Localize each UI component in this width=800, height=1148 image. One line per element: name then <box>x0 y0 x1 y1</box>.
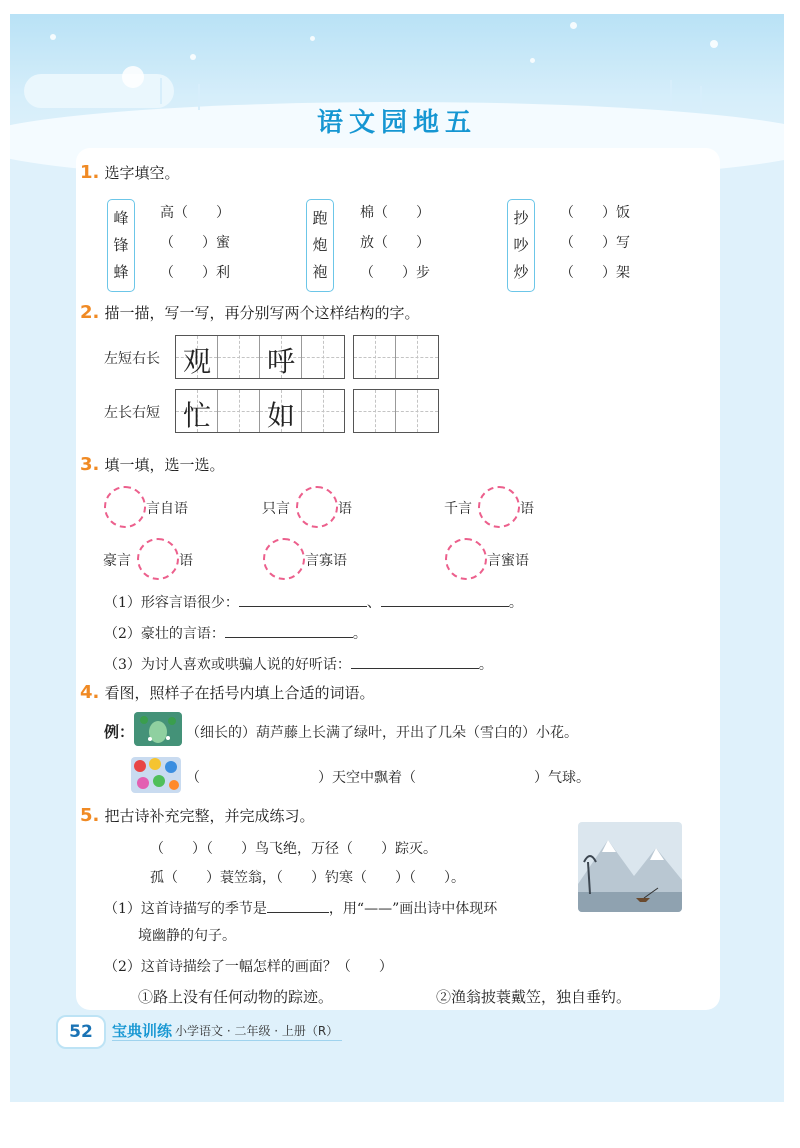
question-text: 把古诗补充完整，并完成练习。 <box>104 807 315 825</box>
question-4-heading <box>80 682 374 703</box>
snowy-river-picture <box>578 822 682 912</box>
poem-line[interactable]: 孤（ ）蓑笠翁，（ ）钓寒（ ）（ ）。 <box>150 870 465 886</box>
question-text: 描一描，写一写，再分别写两个这样结构的字。 <box>104 304 420 322</box>
question-number: 4. <box>80 682 100 703</box>
tree-decoration <box>160 78 162 104</box>
poem-line[interactable]: （ ）（ ）鸟飞绝，万径（ ）踪灭。 <box>150 841 437 857</box>
trace-char: 如 <box>266 399 295 432</box>
snowflake-decoration <box>530 58 535 63</box>
char-choice-box <box>507 199 535 292</box>
question-number: 1. <box>80 162 100 183</box>
grid-cell <box>176 336 218 378</box>
gourd-vine-picture <box>134 712 182 746</box>
idiom-part: 豪言 <box>103 553 131 569</box>
grid-cell[interactable] <box>396 336 438 378</box>
question-2-heading <box>80 302 419 323</box>
trace-char: 呼 <box>266 345 295 378</box>
answer-line[interactable] <box>225 621 353 638</box>
idiom-part: 只言 <box>262 501 290 517</box>
answer-line[interactable] <box>351 652 479 669</box>
choice-char: 跑 <box>312 209 328 227</box>
snowflake-decoration <box>190 54 196 60</box>
fill-item[interactable]: （ ）步 <box>360 265 430 281</box>
question-text: 选字填空。 <box>104 164 180 182</box>
sub-question <box>104 590 523 612</box>
grid-cell <box>260 390 302 432</box>
trace-char: 观 <box>182 345 211 378</box>
choice-char: 炮 <box>312 236 328 254</box>
choice-char: 炒 <box>513 263 529 281</box>
question-number: 5. <box>80 805 100 826</box>
snowflake-decoration <box>710 40 718 48</box>
idiom-part: 千言 <box>444 501 472 517</box>
trace-char: 忙 <box>182 399 211 432</box>
blank-circle[interactable] <box>478 486 520 528</box>
snowflake-decoration <box>570 22 577 29</box>
brand-logo: 宝典训练 <box>112 1022 173 1040</box>
idiom-part: 语 <box>520 501 534 517</box>
choice-char: 峰 <box>113 209 129 227</box>
sub-question-text: （1）这首诗描写的季节是 <box>104 901 267 917</box>
sub-question-text: ，用“——”画出诗中体现环 <box>328 901 498 917</box>
sub-question <box>104 896 497 918</box>
question-number: 3. <box>80 454 100 475</box>
fill-item[interactable]: （ ）写 <box>560 235 630 251</box>
option-1[interactable]: ①路上没有任何动物的踪迹。 <box>138 988 334 1006</box>
question-1-heading <box>80 162 179 183</box>
blank-circle[interactable] <box>296 486 338 528</box>
blank-circle[interactable] <box>445 538 487 580</box>
page-number: 52 <box>56 1015 106 1049</box>
question-text: 看图，照样子在括号内填上合适的词语。 <box>104 684 375 702</box>
choice-char: 袍 <box>312 263 328 281</box>
grid-cell <box>260 336 302 378</box>
grid-cell[interactable] <box>218 390 260 432</box>
fill-item[interactable]: （ ）蜜 <box>160 235 230 251</box>
sub-question: （2）这首诗描绘了一幅怎样的画面？（ ） <box>104 959 393 975</box>
sentence-part: ）天空中飘着（ <box>318 770 416 786</box>
sub-question-continued: 境幽静的句子。 <box>138 928 236 944</box>
idiom-part: 语 <box>179 553 193 569</box>
sentence-part: ）气球。 <box>534 770 590 786</box>
grid-cell[interactable] <box>354 336 396 378</box>
grid-cell[interactable] <box>396 390 438 432</box>
fill-item[interactable]: （ ）架 <box>560 265 630 281</box>
period: 。 <box>478 657 493 673</box>
answer-line[interactable] <box>381 590 509 607</box>
snowball-decoration <box>122 66 144 88</box>
writing-grid[interactable] <box>175 335 345 379</box>
answer-line[interactable] <box>267 896 329 913</box>
idiom-part: 言寡语 <box>305 553 347 569</box>
answer-line[interactable] <box>239 590 367 607</box>
question-number: 2. <box>80 302 100 323</box>
example-label: 例： <box>104 723 135 741</box>
idiom-part: 语 <box>338 501 352 517</box>
book-info: 小学语文 · 二年级 · 上册（R） <box>175 1024 339 1038</box>
sub-question <box>104 652 493 674</box>
grid-cell[interactable] <box>302 336 344 378</box>
sub-question-text: （1）形容言语很少： <box>104 595 239 611</box>
choice-char: 抄 <box>513 209 529 227</box>
grid-cell[interactable] <box>354 390 396 432</box>
fill-item[interactable]: 高（ ） <box>160 205 230 221</box>
grid-cell[interactable] <box>218 336 260 378</box>
grid-cell[interactable] <box>302 390 344 432</box>
grid-cell <box>176 390 218 432</box>
structure-label: 左长右短 <box>104 405 160 421</box>
period: 。 <box>508 595 523 611</box>
option-2[interactable]: ②渔翁披蓑戴笠，独自垂钓。 <box>436 988 632 1006</box>
writing-grid[interactable] <box>353 389 439 433</box>
choice-char: 吵 <box>513 236 529 254</box>
fill-item[interactable]: （ ）利 <box>160 265 230 281</box>
fill-item[interactable]: 放（ ） <box>360 235 430 251</box>
choice-char: 蜂 <box>113 263 129 281</box>
idiom-part: 言自语 <box>146 501 188 517</box>
blank-circle[interactable] <box>137 538 179 580</box>
fill-item[interactable]: 棉（ ） <box>360 205 430 221</box>
structure-label: 左短右长 <box>104 351 160 367</box>
question-text: 填一填，选一选。 <box>104 456 225 474</box>
period: 。 <box>352 626 367 642</box>
question-5-heading <box>80 805 314 826</box>
separator: 、 <box>366 595 381 611</box>
fill-sentence <box>186 767 590 787</box>
snowflake-decoration <box>310 36 315 41</box>
writing-grid[interactable] <box>353 335 439 379</box>
char-choice-box <box>306 199 334 292</box>
char-choice-box <box>107 199 135 292</box>
sub-question-text: （3）为讨人喜欢或哄骗人说的好听话： <box>104 657 351 673</box>
blank-circle[interactable] <box>104 486 146 528</box>
sub-question <box>104 621 367 643</box>
blank-circle[interactable] <box>263 538 305 580</box>
writing-grid[interactable] <box>175 389 345 433</box>
question-3-heading <box>80 454 224 475</box>
fill-item[interactable]: （ ）饭 <box>560 205 630 221</box>
page-title: 语文园地五 <box>316 108 477 138</box>
snowflake-decoration <box>50 34 56 40</box>
sentence-part: （ <box>186 770 200 786</box>
idiom-part: 言蜜语 <box>487 553 529 569</box>
choice-char: 锋 <box>113 236 129 254</box>
balloons-picture <box>131 757 181 793</box>
example-sentence: （细长的）葫芦藤上长满了绿叶，开出了几朵（雪白的）小花。 <box>186 725 578 741</box>
footer-divider <box>112 1040 342 1041</box>
sub-question-text: （2）豪壮的言语： <box>104 626 225 642</box>
